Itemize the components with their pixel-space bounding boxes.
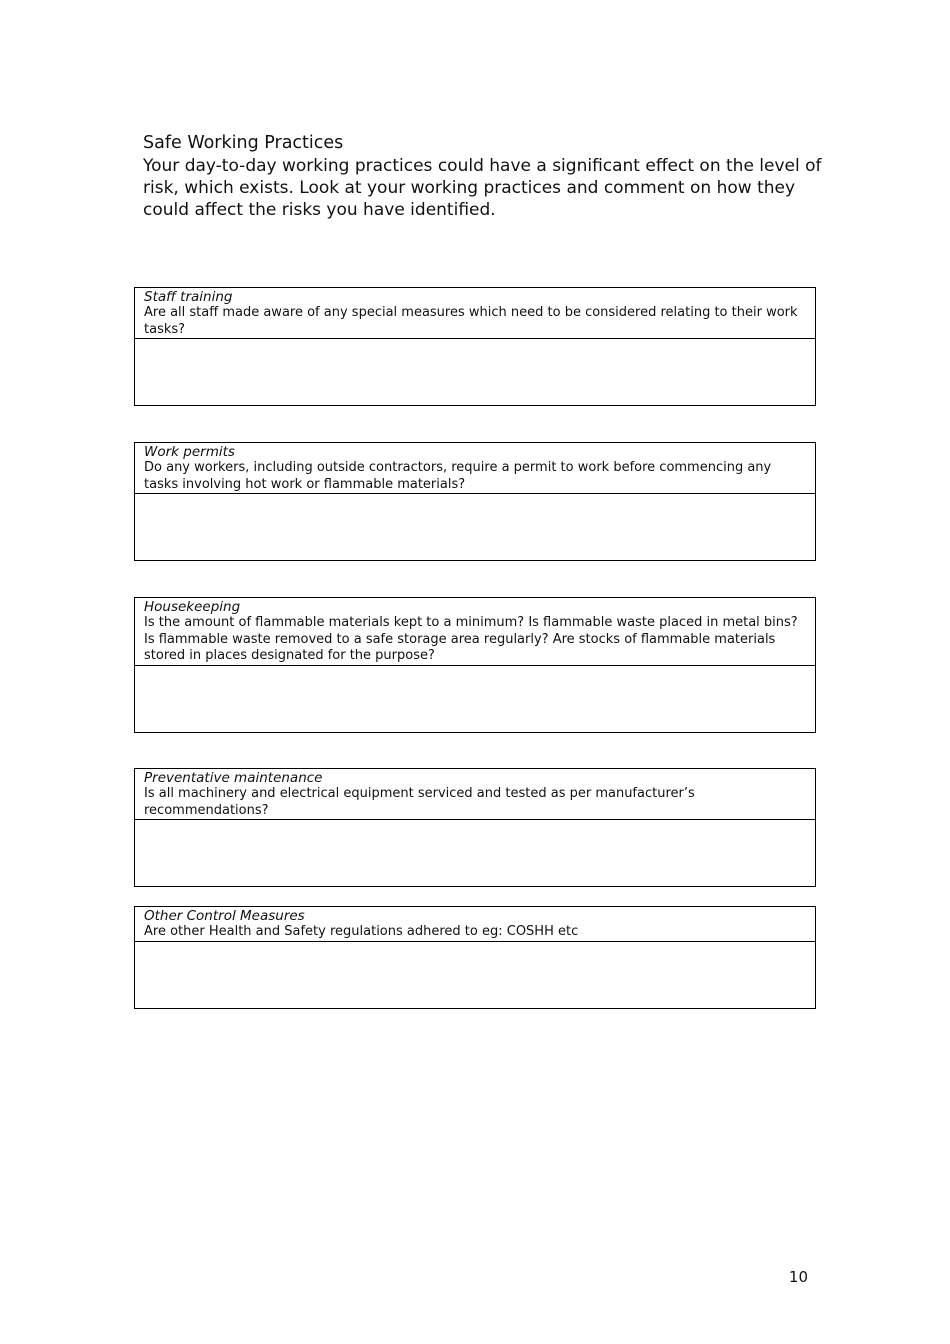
section-header (135, 288, 815, 339)
page-number: 10 (788, 1268, 808, 1286)
section-housekeeping (134, 597, 816, 733)
section-title: Preventative maintenance (144, 770, 323, 786)
section-header (135, 769, 815, 820)
page-title: Safe Working Practices (143, 133, 344, 153)
answer-field-work-permits[interactable] (135, 494, 815, 560)
section-header (135, 907, 815, 942)
answer-field-other-control-measures[interactable] (135, 942, 815, 1008)
answer-field-staff-training[interactable] (135, 339, 815, 405)
section-title: Housekeeping (144, 599, 241, 615)
intro-section (143, 132, 823, 221)
intro-paragraph: Your day-to-day working practices could have a significant effect on the level of risk, which exists. Look at your working practices and comment on how they could affect the risks you have identified. (143, 156, 822, 220)
section-question: Are all staff made aware of any special measures which need to be considered relating to their work tasks? (144, 305, 798, 337)
section-question: Is the amount of flammable materials kept to a minimum? Is flammable waste placed in metal bins? Is flammable waste removed to a safe storage area regularly? Are stocks of flammable materials stored in places designated for the purpose? (144, 615, 798, 663)
section-title: Work permits (144, 444, 235, 460)
answer-field-housekeeping[interactable] (135, 666, 815, 732)
section-preventative-maintenance (134, 768, 816, 887)
section-question: Are other Health and Safety regulations adhered to eg: COSHH etc (144, 924, 579, 939)
section-question: Is all machinery and electrical equipment serviced and tested as per manufacturer’s recommendations? (144, 786, 695, 818)
section-work-permits (134, 442, 816, 561)
section-header (135, 443, 815, 494)
section-header (135, 598, 815, 666)
answer-field-preventative-maintenance[interactable] (135, 820, 815, 886)
section-title: Staff training (144, 289, 233, 305)
section-question: Do any workers, including outside contractors, require a permit to work before commencing any tasks involving hot work or flammable materials? (144, 460, 772, 492)
section-title: Other Control Measures (144, 908, 305, 924)
section-staff-training (134, 287, 816, 406)
section-other-control-measures (134, 906, 816, 1009)
